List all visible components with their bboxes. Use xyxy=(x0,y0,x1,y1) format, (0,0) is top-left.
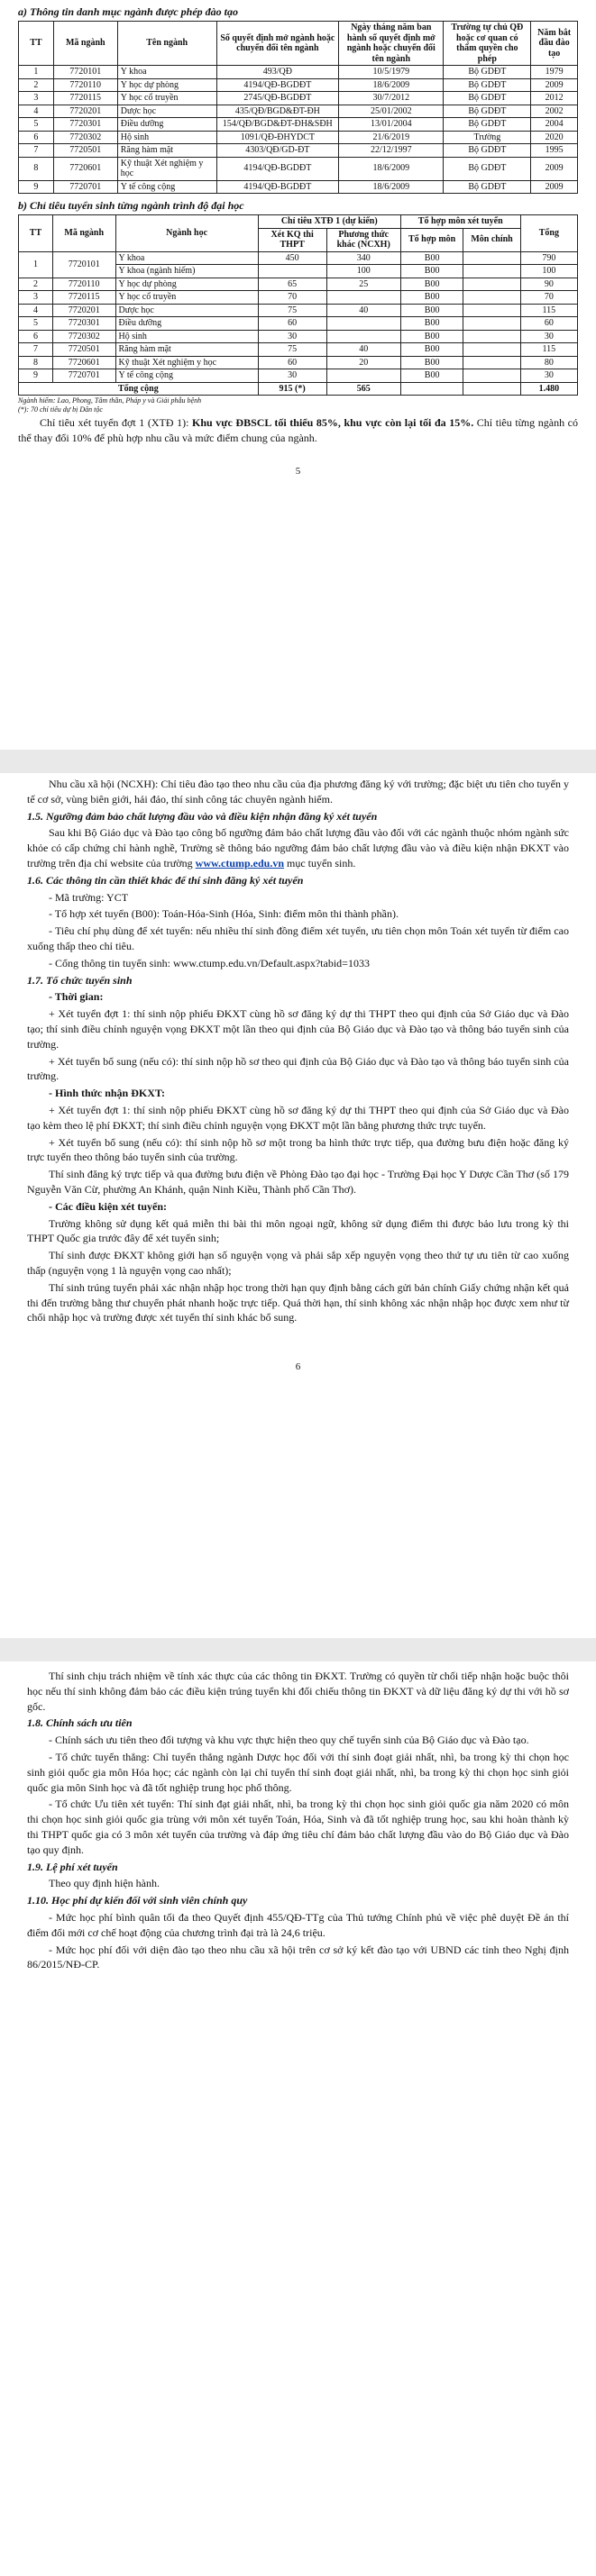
table-cell: 154/QĐ/BGD&ĐT-ĐH&SĐH xyxy=(216,118,339,132)
table-cell: Bộ GDĐT xyxy=(444,157,531,180)
quota-paragraph xyxy=(18,415,578,446)
table-cell: 7720501 xyxy=(53,144,117,158)
table-row xyxy=(19,251,578,265)
table-cell: 2009 xyxy=(531,78,578,92)
table-cell: 790 xyxy=(520,251,577,265)
table-row xyxy=(19,157,578,180)
tie-breaker: - Tiêu chí phụ dùng để xét tuyển: nếu nhiều thí sinh đồng điểm xét tuyển, ưu tiên chọn môn Toán xét tuyển từ điểm cao xuống thấp theo chỉ tiêu. xyxy=(27,924,569,952)
col-chi-tieu: Chỉ tiêu XTĐ 1 (dự kiến) xyxy=(258,215,400,229)
total-pt: 565 xyxy=(326,382,400,396)
table-cell: 2002 xyxy=(531,105,578,118)
round1-form: + Xét tuyển đợt 1: thí sinh nộp phiếu ĐKXT cùng hồ sơ đăng ký dự thi THPT theo qui định của Sở Giáo dục và Đào tạo kèm theo lệ phí ĐKXT; thí sinh điều chỉnh nguyện vọng ĐKXT một lần bằng phương thức trực tuyến. xyxy=(27,1103,569,1132)
allowed-majors-table xyxy=(18,21,578,194)
extra-time: + Xét tuyển bổ sung (nếu có): thí sinh nộp hồ sơ theo qui định của Bộ Giáo dục và Đào tạo và thông báo tuyển sinh của trường. xyxy=(27,1054,569,1083)
col-tt: TT xyxy=(19,215,53,252)
combination: - Tổ hợp xét tuyển (B00): Toán-Hóa-Sinh (Hóa, Sinh: điểm môn thi thành phần). xyxy=(49,907,399,921)
table-cell: Y học dự phòng xyxy=(115,278,258,291)
table-cell: Bộ GDĐT xyxy=(444,66,531,79)
table-cell: Y khoa xyxy=(115,251,258,265)
col-pt-khac: Phương thức khác (NCXH) xyxy=(326,228,400,251)
table-cell: Điều dưỡng xyxy=(117,118,216,132)
table-cell: Dược học xyxy=(115,304,258,317)
table-cell: Kỹ thuật Xét nghiệm y học xyxy=(115,356,258,369)
table-cell: 7720601 xyxy=(52,356,115,369)
table-cell xyxy=(463,356,520,369)
table-row xyxy=(19,343,578,357)
table-cell: 18/6/2009 xyxy=(339,157,444,180)
table-cell: B00 xyxy=(400,304,463,317)
total-tong: 1.480 xyxy=(520,382,577,396)
table-cell: 9 xyxy=(19,369,53,383)
table-cell: Y khoa xyxy=(117,66,216,79)
table-cell: 9 xyxy=(19,180,54,194)
tuition-2: - Mức học phí đối với diện đào tạo theo nhu cầu xã hội trên cơ sở ký kết đào tạo với UBND các tỉnh theo Nghị định 86/2015/NĐ-CP. xyxy=(27,1943,569,1971)
table-cell: Y tế công cộng xyxy=(117,180,216,194)
table-row xyxy=(19,144,578,158)
table-row xyxy=(19,105,578,118)
col-so-quyet-dinh: Số quyết định mở ngành hoặc chuyển đổi tên ngành xyxy=(216,22,339,66)
quota-bold: Khu vực ĐBSCL tối thiểu 85%, khu vực còn lại tối đa 15%. xyxy=(192,416,474,429)
table-cell: 7720301 xyxy=(52,317,115,331)
table-cell: B00 xyxy=(400,278,463,291)
table-cell: 7720701 xyxy=(52,369,115,383)
table-cell: 4194/QĐ-BGDĐT xyxy=(216,180,339,194)
quota-rest: Chỉ tiêu từng ngành có thể thay đổi 10% để phù hợp nhu cầu và mức điểm chung của ngành. xyxy=(18,416,578,444)
table-cell: 5 xyxy=(19,317,53,331)
table-cell: 7720701 xyxy=(53,180,117,194)
heading-1-8: 1.8. Chính sách ưu tiên xyxy=(27,1716,133,1730)
table-cell: 1 xyxy=(19,66,54,79)
table-cell xyxy=(463,278,520,291)
table-row xyxy=(19,356,578,369)
page-3 xyxy=(0,1667,596,2576)
table-cell xyxy=(326,330,400,343)
col-ten-nganh: Tên ngành xyxy=(117,22,216,66)
total-label: Tổng cộng xyxy=(19,382,259,396)
col-tong: Tổng xyxy=(520,215,577,252)
threshold-text: Sau khi Bộ Giáo dục và Đào tạo công bố ngưỡng đảm bảo chất lượng đầu vào đối với các ngành thuộc nhóm ngành sức khỏe có cấp chứng chỉ hành nghề, Trường sẽ thông báo ngưỡng đảm bảo chất lượng đầu vào và điều kiện nhận ĐKXT vào trường trên địa chỉ website của trường xyxy=(27,826,569,869)
heading-1-6: 1.6. Các thông tin cần thiết khác để thí sinh đăng ký xét tuyển xyxy=(27,873,304,887)
table-cell: 25/01/2002 xyxy=(339,105,444,118)
table-cell: Răng hàm mặt xyxy=(115,343,258,357)
col-ma-nganh: Mã ngành xyxy=(53,22,117,66)
table-cell: 75 xyxy=(258,304,326,317)
col-to-hop: Tổ hợp môn xét tuyển xyxy=(400,215,520,229)
table-cell: 13/01/2004 xyxy=(339,118,444,132)
table-cell: Bộ GDĐT xyxy=(444,105,531,118)
table-cell xyxy=(258,265,326,278)
table-cell: 30 xyxy=(258,369,326,383)
table-cell: Hộ sinh xyxy=(117,131,216,144)
table-cell: 1 xyxy=(19,251,53,278)
note-nganh-hiem: Ngành hiếm: Lao, Phong, Tâm thần, Pháp y và Giải phẫu bệnh xyxy=(18,396,202,405)
table-row xyxy=(19,369,578,383)
website-link[interactable]: www.ctump.edu.vn xyxy=(195,856,285,869)
page-separator xyxy=(0,1638,596,1661)
table-cell: 60 xyxy=(520,317,577,331)
school-code-text: - Mã trường: YCT xyxy=(49,890,129,904)
table-cell: 7720101 xyxy=(52,251,115,278)
table-row xyxy=(19,92,578,105)
table-cell: 7720201 xyxy=(52,304,115,317)
table-cell xyxy=(326,369,400,383)
page-separator xyxy=(0,750,596,773)
quota-table xyxy=(18,214,578,396)
table-cell: 7720110 xyxy=(52,278,115,291)
col-ma-nganh: Mã ngành xyxy=(52,215,115,252)
table-cell xyxy=(463,343,520,357)
col-co-quan: Trường tự chủ QĐ hoặc cơ quan có thẩm quyền cho phép xyxy=(444,22,531,66)
table-cell: 8 xyxy=(19,356,53,369)
table-cell: Y tế công cộng xyxy=(115,369,258,383)
table-cell: 493/QĐ xyxy=(216,66,339,79)
table-row xyxy=(19,131,578,144)
table-cell: 435/QĐ/BGD&ĐT-ĐH xyxy=(216,105,339,118)
table-cell: 2012 xyxy=(531,92,578,105)
table-cell: Hộ sinh xyxy=(115,330,258,343)
table-cell xyxy=(463,330,520,343)
table-row xyxy=(19,304,578,317)
threshold-paragraph xyxy=(27,825,569,870)
table-cell: 1979 xyxy=(531,66,578,79)
table-cell: 40 xyxy=(326,304,400,317)
table-cell: 60 xyxy=(258,317,326,331)
time-heading: - Thời gian: xyxy=(49,990,104,1004)
table-row xyxy=(19,330,578,343)
table-cell: 7720601 xyxy=(53,157,117,180)
col-ngay-ban-hanh: Ngày tháng năm ban hành số quyết định mở ngành hoặc chuyển đổi tên ngành xyxy=(339,22,444,66)
quota-prefix: Chỉ tiêu xét tuyển đợt 1 (XTĐ 1): xyxy=(40,416,193,429)
total-row xyxy=(19,382,578,396)
table-cell: 20 xyxy=(326,356,400,369)
condition-2: Thí sinh được ĐKXT không giới hạn số nguyện vọng và phải sắp xếp nguyện vọng theo thứ tự ưu tiên từ cao xuống thấp (nguyện vọng 1 là nguyện vọng cao nhất); xyxy=(27,1249,569,1277)
table-cell: 7720115 xyxy=(53,92,117,105)
table-cell xyxy=(463,251,520,265)
table-cell: 25 xyxy=(326,278,400,291)
table-cell: 4 xyxy=(19,105,54,118)
table-cell: 90 xyxy=(520,278,577,291)
total-empty xyxy=(400,382,463,396)
table-cell: 450 xyxy=(258,251,326,265)
heading-1-10: 1.10. Học phí dự kiến đối với sinh viên chính quy xyxy=(27,1894,248,1907)
total-xet: 915 (*) xyxy=(258,382,326,396)
tuition-1: - Mức học phí bình quân tối đa theo Quyết định 455/QĐ-TTg của Thủ tướng Chính phủ về việc phê duyệt Đề án thí điểm đổi mới cơ chế hoạt động của chương trình đại trà là 24,6 triệu. xyxy=(27,1910,569,1939)
school-code xyxy=(27,890,569,906)
table-cell: 30/7/2012 xyxy=(339,92,444,105)
table-cell: 100 xyxy=(520,265,577,278)
table-cell: 4 xyxy=(19,304,53,317)
table-cell: Trường xyxy=(444,131,531,144)
table-row xyxy=(19,78,578,92)
table-cell: B00 xyxy=(400,291,463,305)
table-cell: 100 xyxy=(326,265,400,278)
table-cell: 18/6/2009 xyxy=(339,78,444,92)
table-cell: B00 xyxy=(400,251,463,265)
direct-admission: - Tổ chức tuyển thẳng: Chỉ tuyển thẳng ngành Dược học đối với thí sinh đoạt giải nhất, nhì, ba trong kỳ thi chọn học sinh giỏi quốc gia môn Hóa học; các ngành còn lại chỉ tuyển thí sinh đoạt giải nhất, nhì, ba trong kỳ thi chọn học sinh giỏi quốc gia môn Sinh học và đã tốt nghiệp trung học phổ thông. xyxy=(27,1750,569,1794)
condition-1: Trường không sử dụng kết quả miễn thi bài thi môn ngoại ngữ, không sử dụng điểm thi được bảo lưu trong kỳ thi THPT Quốc gia trước đây để xét tuyển sinh; xyxy=(27,1216,569,1245)
ncxh-paragraph: Nhu cầu xã hội (NCXH): Chỉ tiêu đào tạo theo nhu cầu của địa phương đăng ký với trường; đặc biệt ưu tiên cho tuyến y tế cơ sở, vùng biên giới, hải đảo, thí sinh công tác chuyên ngành hiếm. xyxy=(27,778,569,806)
table-cell: Y học dự phòng xyxy=(117,78,216,92)
table-cell: 8 xyxy=(19,157,54,180)
table-cell xyxy=(463,291,520,305)
table-row xyxy=(19,118,578,132)
table-cell: B00 xyxy=(400,317,463,331)
table-cell: 4194/QĐ-BGDĐT xyxy=(216,157,339,180)
page-number: 6 xyxy=(295,1361,301,1373)
table-cell: 1091/QĐ-ĐHYDCT xyxy=(216,131,339,144)
note-du-bi: (*): 70 chỉ tiêu dự bị Dân tộc xyxy=(18,405,103,414)
section-a-title: a) Thông tin danh mục ngành được phép đào tạo xyxy=(18,5,239,18)
form-heading: - Hình thức nhận ĐKXT: xyxy=(49,1087,166,1100)
table-cell: 10/5/1979 xyxy=(339,66,444,79)
table-cell: B00 xyxy=(400,265,463,278)
table-cell: 22/12/1997 xyxy=(339,144,444,158)
table-cell: B00 xyxy=(400,356,463,369)
col-xet-kq: Xét KQ thi THPT xyxy=(258,228,326,251)
table-cell: Răng hàm mặt xyxy=(117,144,216,158)
conditions-heading: - Các điều kiện xét tuyển: xyxy=(49,1199,167,1213)
table-cell: Bộ GDĐT xyxy=(444,118,531,132)
table-cell: 5 xyxy=(19,118,54,132)
condition-3: Thí sinh trúng tuyển phải xác nhận nhập học trong thời hạn quy định bằng cách gửi bản chính Giấy chứng nhận kết quả thi đến trường bằng thư chuyển phát nhanh hoặc trực tiếp. Quá thời hạn, thí sinh không xác nhận nhập học được xem như từ chối nhập học và trường được xét tuyển thí sinh khác bổ sung. xyxy=(27,1280,569,1324)
table-cell: Điều dưỡng xyxy=(115,317,258,331)
table-row xyxy=(19,317,578,331)
table-cell: Bộ GDĐT xyxy=(444,180,531,194)
table-cell xyxy=(326,291,400,305)
table-cell xyxy=(463,304,520,317)
table-cell: 4194/QĐ-BGDĐT xyxy=(216,78,339,92)
heading-1-9: 1.9. Lệ phí xét tuyển xyxy=(27,1860,118,1873)
table-cell: B00 xyxy=(400,369,463,383)
table-cell: 7720501 xyxy=(52,343,115,357)
col-to-hop-mon: Tổ hợp môn xyxy=(400,228,463,251)
priority-policy: - Chính sách ưu tiên theo đối tượng và khu vực thực hiện theo quy chế tuyển sinh của Bộ Giáo dục và Đào tạo. xyxy=(49,1734,529,1747)
heading-1-5: 1.5. Ngưỡng đảm bảo chất lượng đầu vào và điều kiện nhận đăng ký xét tuyển xyxy=(27,809,378,823)
table-cell: 2 xyxy=(19,78,54,92)
total-empty xyxy=(463,382,520,396)
table-cell: 2009 xyxy=(531,157,578,180)
table-cell xyxy=(463,369,520,383)
table-cell: 75 xyxy=(258,343,326,357)
table-cell: 2745/QĐ-BGDĐT xyxy=(216,92,339,105)
table-cell: 2 xyxy=(19,278,53,291)
table-cell: Y học cổ truyền xyxy=(115,291,258,305)
col-nam-bat-dau: Năm bắt đầu đào tạo xyxy=(531,22,578,66)
table-cell: 4303/QĐ/GD-ĐT xyxy=(216,144,339,158)
table-cell: 1995 xyxy=(531,144,578,158)
table-cell: 7720115 xyxy=(52,291,115,305)
table-cell: 7720101 xyxy=(53,66,117,79)
col-mon-chinh: Môn chính xyxy=(463,228,520,251)
table-cell: 115 xyxy=(520,343,577,357)
table-cell: 7 xyxy=(19,343,53,357)
table-row xyxy=(19,66,578,79)
table-cell: 7720302 xyxy=(53,131,117,144)
table-cell: 2009 xyxy=(531,180,578,194)
table-cell: 80 xyxy=(520,356,577,369)
table-cell: 7720301 xyxy=(53,118,117,132)
table-cell: 30 xyxy=(258,330,326,343)
table-cell: 340 xyxy=(326,251,400,265)
table-row xyxy=(19,278,578,291)
col-nganh-hoc: Ngành học xyxy=(115,215,258,252)
table-cell: 2020 xyxy=(531,131,578,144)
table-cell: 6 xyxy=(19,131,54,144)
portal: - Cổng thông tin tuyển sinh: www.ctump.edu.vn/Default.aspx?tabid=1033 xyxy=(49,956,370,969)
table-cell: Y khoa (ngành hiếm) xyxy=(115,265,258,278)
page-2 xyxy=(0,775,596,1622)
table-cell: 65 xyxy=(258,278,326,291)
table-cell xyxy=(463,265,520,278)
table-cell: 21/6/2019 xyxy=(339,131,444,144)
table-cell: Y học cổ truyền xyxy=(117,92,216,105)
table-cell: 30 xyxy=(520,330,577,343)
table-cell: 7720302 xyxy=(52,330,115,343)
address-paragraph: Thí sinh đăng ký trực tiếp và qua đường bưu điện về Phòng Đào tạo đại học - Trường Đại học Y Dược Cần Thơ (số 179 Nguyễn Văn Cừ, phường An Khánh, quận Ninh Kiều, Thành phố Cần Thơ). xyxy=(27,1168,569,1196)
fee-text: Theo quy định hiện hành. xyxy=(49,1877,160,1890)
table-cell: 30 xyxy=(520,369,577,383)
table-cell: Bộ GDĐT xyxy=(444,92,531,105)
extra-form: + Xét tuyển bổ sung (nếu có): thí sinh nộp hồ sơ một trong ba hình thức trực tiếp, qua đường bưu điện hoặc đăng ký trực tuyến theo thông báo tuyển sinh của trường. xyxy=(27,1135,569,1164)
table-cell: 2004 xyxy=(531,118,578,132)
table-cell: 7720110 xyxy=(53,78,117,92)
table-cell: 60 xyxy=(258,356,326,369)
responsibility-paragraph: Thí sinh chịu trách nhiệm về tính xác thực của các thông tin ĐKXT. Trường có quyền từ chối tiếp nhận hoặc buộc thôi học nếu thí sinh không đảm bảo các điều kiện trúng tuyển khi đối chiếu thông tin ĐKXT và dữ liệu đăng ký dự thi với hồ sơ gốc. xyxy=(27,1670,569,1713)
page-1 xyxy=(0,0,596,748)
round1-time: + Xét tuyển đợt 1: thí sinh nộp phiếu ĐKXT cùng hồ sơ đăng ký dự thi THPT theo qui định của Sở Giáo dục và Đào tạo; thí sinh điều chỉnh nguyện vọng ĐKXT một lần theo qui định của Bộ Giáo dục và Đào tạo và thông báo tuyển sinh của trường. xyxy=(27,1007,569,1051)
table-row xyxy=(19,291,578,305)
table-cell: Bộ GDĐT xyxy=(444,144,531,158)
table-cell: 70 xyxy=(258,291,326,305)
table-cell: 6 xyxy=(19,330,53,343)
table-cell: 115 xyxy=(520,304,577,317)
table-cell: 7 xyxy=(19,144,54,158)
page-number: 5 xyxy=(295,465,301,477)
table-cell xyxy=(326,317,400,331)
table-cell: B00 xyxy=(400,343,463,357)
table-cell: 40 xyxy=(326,343,400,357)
col-tt: TT xyxy=(19,22,54,66)
table-cell xyxy=(463,317,520,331)
table-row xyxy=(19,180,578,194)
table-cell: 3 xyxy=(19,291,53,305)
table-cell: 18/6/2009 xyxy=(339,180,444,194)
table-cell: 70 xyxy=(520,291,577,305)
heading-1-7: 1.7. Tổ chức tuyển sinh xyxy=(27,973,133,987)
priority-admission: - Tổ chức Ưu tiên xét tuyển: Thí sinh đạt giải nhất, nhì, ba trong kỳ thi chọn học sinh giỏi quốc gia năm 2020 có môn thi chọn học sinh giỏi quốc gia trùng với môn xét tuyển Toán, Hóa, Sinh và đã tốt nghiệp trung học, sau khi hoàn thành kỳ thi THPT quốc gia có 3 môn xét tuyển của trường và đáp ứng tiêu chí đảm bảo chất lượng đầu vào do Bộ Giáo dục và Đào tạo quy định. xyxy=(27,1798,569,1856)
table-cell: 7720201 xyxy=(53,105,117,118)
table-cell: Kỹ thuật Xét nghiệm y học xyxy=(117,157,216,180)
table-cell: 3 xyxy=(19,92,54,105)
table-cell: B00 xyxy=(400,330,463,343)
table-cell: Bộ GDĐT xyxy=(444,78,531,92)
table-cell: Dược học xyxy=(117,105,216,118)
section-b-title: b) Chỉ tiêu tuyển sinh từng ngành trình độ đại học xyxy=(18,199,244,212)
threshold-tail: mục tuyển sinh. xyxy=(284,856,356,869)
